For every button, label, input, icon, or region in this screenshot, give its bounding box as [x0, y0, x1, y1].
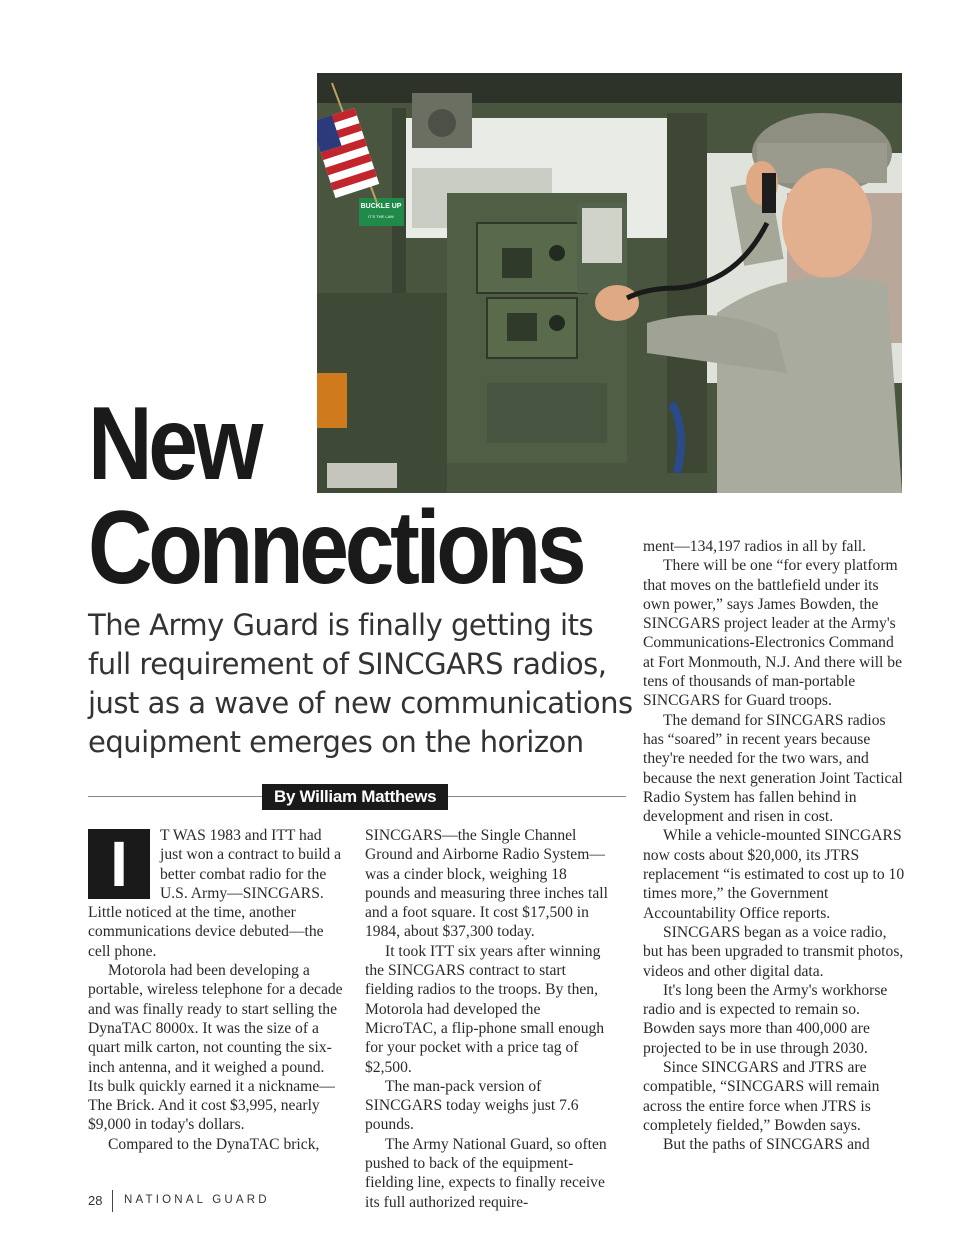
- deck-line: equipment emerges on the horizon: [88, 725, 584, 759]
- paragraph: T WAS 1983 and ITT had just won a contract to build a better combat radio for the U.S. Army—SINCGARS. Little noticed at the time, another communications device debuted—the cell phone.: [88, 827, 342, 960]
- sign-subtext: IT'S THE LAW: [368, 214, 394, 219]
- deck-line: just as a wave of new communications: [88, 686, 633, 720]
- drop-cap: I: [88, 829, 150, 899]
- paragraph: SINCGARS—the Single Channel Ground and Airborne Radio System—was a cinder block, weighing 18 pounds and measuring three inches tall and a foot square. It cost $17,500 in 1984, about $37,300 today.: [365, 827, 608, 941]
- article-deck: [88, 606, 633, 762]
- paragraph: Since SINCGARS and JTRS are compatible, “SINCGARS will remain across the entire force when JTRS is completely fielded,” Bowden says.: [643, 1059, 880, 1134]
- paragraph: It took ITT six years after winning the SINCGARS contract to start fielding radios to the troops. By then, Motorola had developed the MicroTAC, a flip-phone small enough for your pocket with a price tag of $2,500.: [365, 942, 605, 1076]
- sign-text: BUCKLE UP: [360, 203, 402, 210]
- paragraph: Motorola had been developing a portable, wireless telephone for a decade and was finally ready to start selling the DynaTAC 8000x. It was the size of a quart milk carton, not counting the six-inch antenna, and it weighed a pound. Its bulk quickly earned it a nickname—The Brick. And it cost $3,995, nearly $9,000 in today's dollars.: [88, 962, 343, 1134]
- paragraph: There will be one “for every platform that moves on the battlefield under its own power,” says James Bowden, the SINCGARS project leader at the Army's Communications-Electronics Command at Fort Monmouth, N.J. And there will be tens of thousands of man-portable SINCGARS for Guard troops.: [643, 557, 903, 710]
- publication-name: NATIONAL GUARD: [124, 1194, 270, 1206]
- paragraph: The demand for SINCGARS radios has “soared” in recent years because they're needed for the two wars, and because the next generation Joint Tactical Radio System has fallen behind in development and risen in cost.: [643, 711, 903, 826]
- paragraph: The man-pack version of SINCGARS today weighs just 7.6 pounds.: [365, 1077, 579, 1134]
- article-column-1: [88, 826, 343, 1154]
- title-line-2: Connections: [88, 490, 583, 606]
- paragraph: While a vehicle-mounted SINCGARS now costs about $20,000, its JTRS replacement “is estimated to cost up to 10 times more,” the Government Accountability Office reports.: [643, 827, 905, 922]
- byline: By William Matthews: [262, 784, 448, 810]
- paragraph: SINCGARS began as a voice radio, but has been upgraded to transmit photos, videos and other digital data.: [643, 923, 904, 980]
- article-column-2: [365, 826, 615, 1212]
- article-title: [88, 386, 583, 606]
- paragraph: But the paths of SINCGARS and: [663, 1136, 870, 1154]
- footer-divider: [112, 1190, 113, 1212]
- deck-line: The Army Guard is finally getting its: [88, 608, 594, 642]
- paragraph: Compared to the DynaTAC brick,: [108, 1135, 320, 1153]
- article-column-3: [643, 537, 905, 1155]
- paragraph: The Army National Guard, so often pushed to back of the equipment-fielding line, expects to finally receive its full authorized require-: [365, 1135, 607, 1211]
- title-line-1: New: [88, 386, 260, 502]
- page-number: 28: [88, 1193, 103, 1208]
- paragraph: ment—134,197 radios in all by fall.: [643, 538, 867, 555]
- paragraph: It's long been the Army's workhorse radio and is expected to remain so. Bowden says more than 400,000 are projected to be in use through 2030.: [643, 981, 888, 1057]
- deck-line: full requirement of SINCGARS radios,: [88, 647, 607, 681]
